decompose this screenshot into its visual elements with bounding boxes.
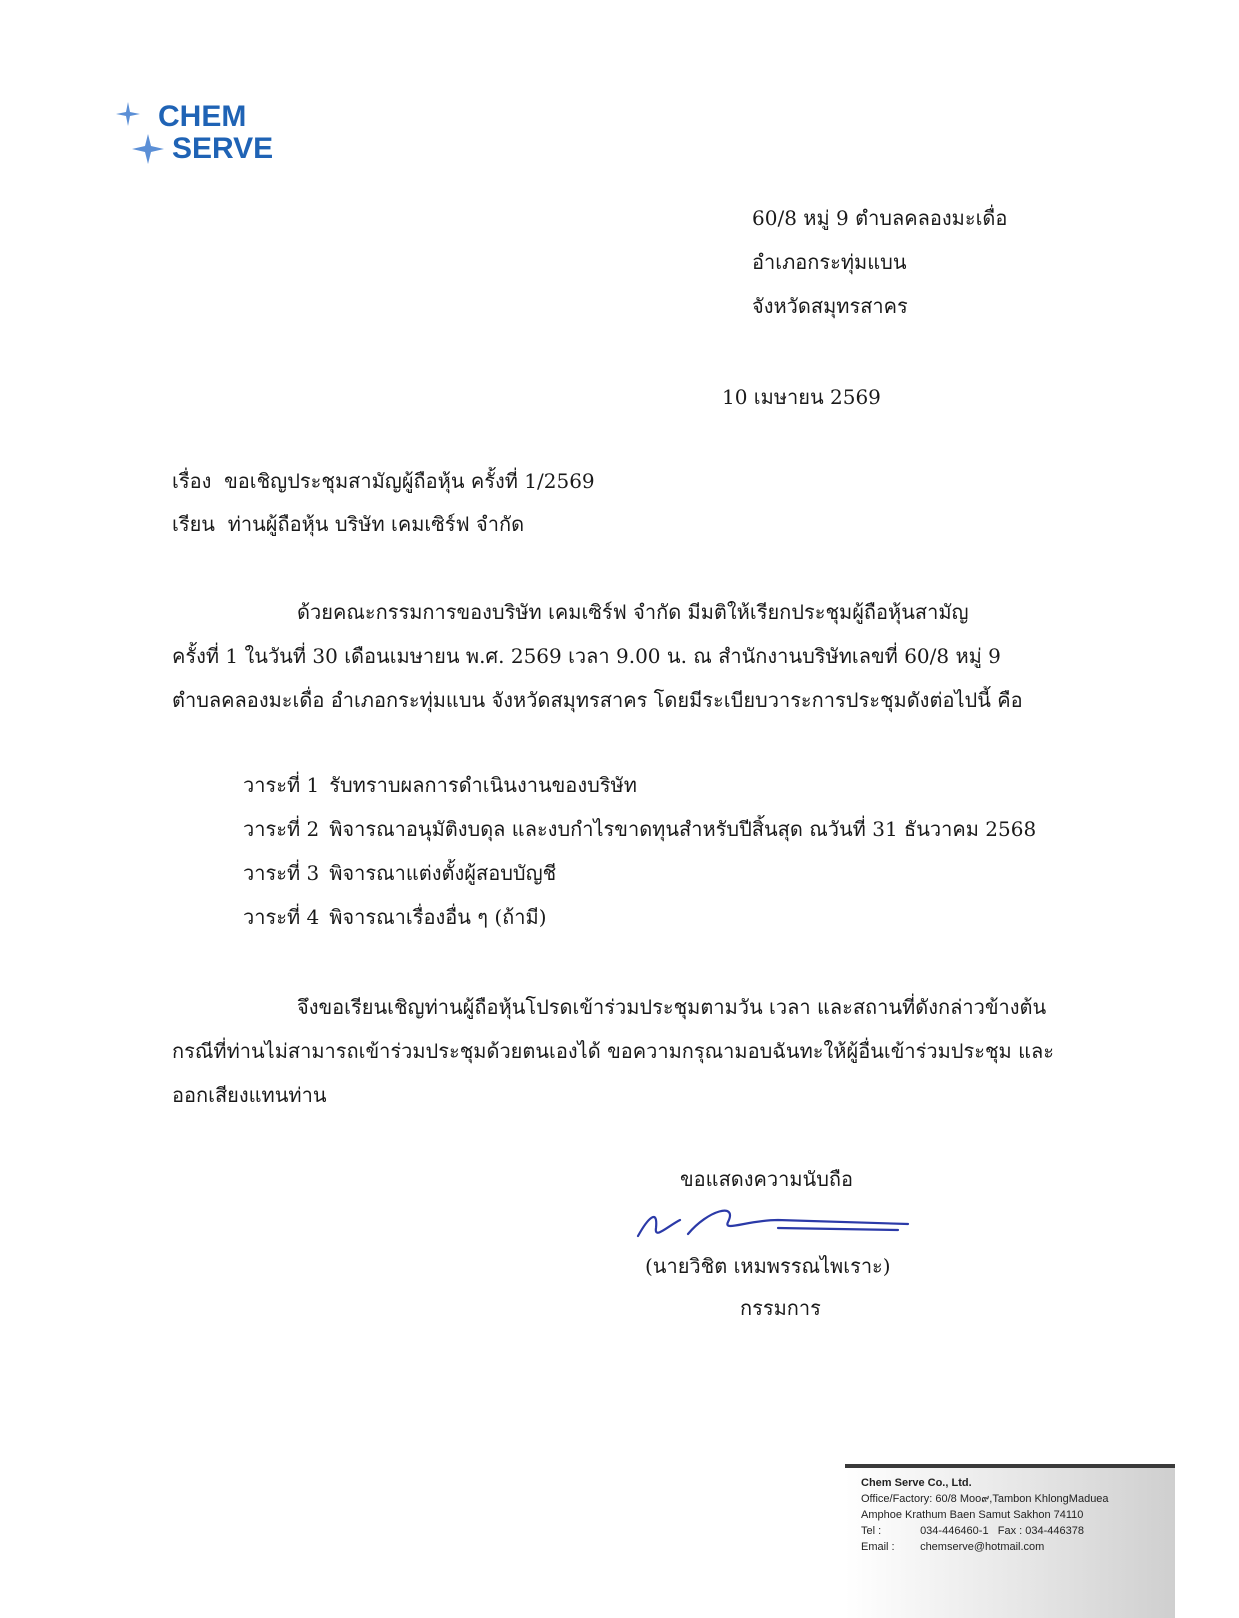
footer-tel: 034-446460-1: [920, 1525, 989, 1537]
address-line: 60/8 หมู่ 9 ตำบลคลองมะเดื่อ: [752, 206, 1008, 230]
signature: [628, 1198, 928, 1248]
paragraph-line: ตำบลคลองมะเดื่อ อำเภอกระทุ่มแบน จังหวัดสมุทรสาคร โดยมีระเบียบวาระการประชุมดังต่อไปนี้ คือ: [172, 688, 1023, 712]
star-icon: [132, 134, 164, 164]
address-line: อำเภอกระทุ่มแบน: [752, 250, 907, 274]
agenda-item: [243, 851, 1036, 895]
closing-paragraph: [172, 985, 1072, 1117]
footer-email: chemserve@hotmail.com: [920, 1541, 1045, 1553]
star-icon: [116, 102, 140, 126]
agenda-item: [243, 763, 1036, 807]
paragraph-line: กรณีที่ท่านไม่สามารถเข้าร่วมประชุมด้วยตนเองได้ ขอความกรุณามอบฉันทะให้ผู้อื่นเข้าร่วมประชุม และ: [172, 1039, 1054, 1063]
agenda-text: พิจารณาแต่งตั้งผู้สอบบัญชี: [329, 861, 557, 885]
signer-title: กรรมการ: [740, 1296, 821, 1320]
recipient-text: ท่านผู้ถือหุ้น บริษัท เคมเซิร์ฟ จำกัด: [227, 512, 525, 536]
subject-label: เรื่อง: [172, 469, 212, 493]
footer-office: Office/Factory: 60/8 Moo๙,Tambon KhlongMaduea: [861, 1493, 1109, 1505]
footer-email-label: Email :: [861, 1541, 895, 1553]
address-line: จังหวัดสมุทรสาคร: [752, 294, 908, 318]
signer-name: (นายวิชิต เหมพรรณไพเราะ): [645, 1254, 891, 1278]
agenda-text: พิจารณาอนุมัติงบดุล และงบกำไรขาดทุนสำหรับปีสิ้นสุด ณวันที่ 31 ธันวาคม 2568: [329, 817, 1037, 841]
agenda-list: [243, 763, 1036, 939]
agenda-item: [243, 895, 1036, 939]
footer-contact: [845, 1464, 1175, 1618]
agenda-label: วาระที่ 3: [243, 861, 320, 885]
recipient-label: เรียน: [172, 512, 215, 536]
sender-address: [752, 204, 1007, 336]
agenda-label: วาระที่ 4: [243, 905, 320, 929]
intro-paragraph: [172, 590, 1072, 722]
footer-company: Chem Serve Co., Ltd.: [861, 1477, 972, 1489]
logo-line2: SERVE: [172, 132, 274, 165]
agenda-text: พิจารณาเรื่องอื่น ๆ (ถ้ามี): [329, 905, 547, 929]
company-logo: [100, 88, 300, 178]
paragraph-line: ออกเสียงแทนท่าน: [172, 1083, 327, 1107]
subject-text: ขอเชิญประชุมสามัญผู้ถือหุ้น ครั้งที่ 1/2569: [224, 469, 595, 493]
footer-amphoe: Amphoe Krathum Baen Samut Sakhon 74110: [861, 1509, 1084, 1521]
subject-line: [172, 467, 595, 495]
agenda-label: วาระที่ 1: [243, 773, 320, 797]
footer-tel-label: Tel :: [861, 1525, 882, 1537]
signature-icon: [628, 1198, 928, 1248]
footer-email-row: [861, 1540, 1044, 1554]
paragraph-line: จึงขอเรียนเชิญท่านผู้ถือหุ้นโปรดเข้าร่วมประชุมตามวัน เวลา และสถานที่ดังกล่าวข้างต้น: [297, 995, 1047, 1019]
footer-fax: Fax : 034-446378: [997, 1525, 1084, 1537]
agenda-label: วาระที่ 2: [243, 817, 320, 841]
logo-line1: CHEM: [158, 100, 247, 133]
chem-serve-logo-icon: [100, 88, 300, 178]
letter-date: 10 เมษายน 2569: [722, 385, 881, 409]
recipient-line: [172, 510, 524, 538]
footer-phone: [861, 1524, 1084, 1538]
agenda-text: รับทราบผลการดำเนินงานของบริษัท: [329, 773, 637, 797]
paragraph-line: ครั้งที่ 1 ในวันที่ 30 เดือนเมษายน พ.ศ. 2569 เวลา 9.00 น. ณ สำนักงานบริษัทเลขที่ 60/8 หมู่ 9: [172, 644, 1001, 668]
agenda-item: [243, 807, 1036, 851]
paragraph-line: ด้วยคณะกรรมการของบริษัท เคมเซิร์ฟ จำกัด มีมติให้เรียกประชุมผู้ถือหุ้นสามัญ: [297, 600, 969, 624]
sign-off: ขอแสดงความนับถือ: [680, 1167, 854, 1191]
